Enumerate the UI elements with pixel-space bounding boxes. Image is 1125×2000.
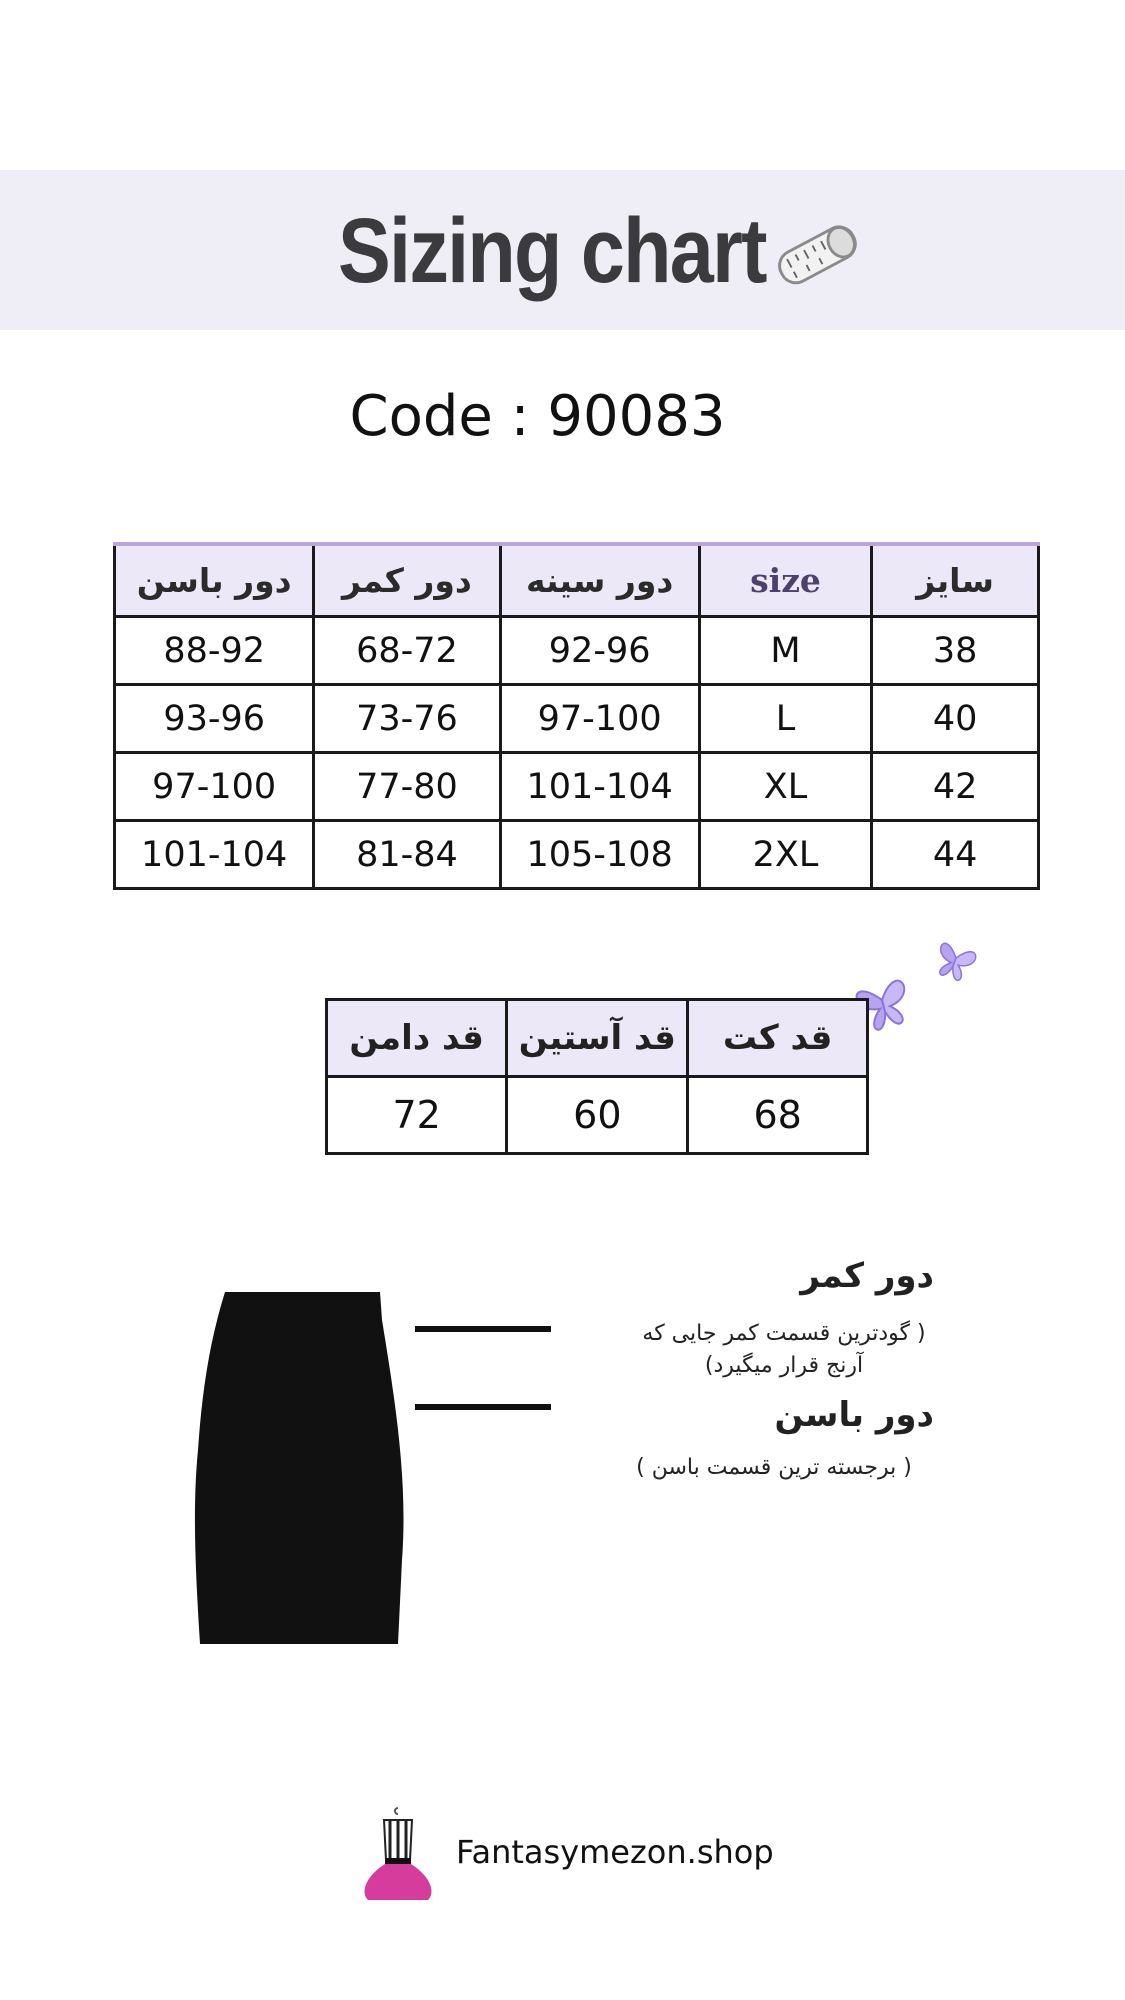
table-cell: 81-84 bbox=[314, 821, 500, 889]
skirt-length-header: قد دامن bbox=[327, 1000, 507, 1077]
table-cell: 92-96 bbox=[500, 617, 699, 685]
table-cell: 101-104 bbox=[500, 753, 699, 821]
waist-header: دور کمر bbox=[314, 544, 500, 617]
table-row bbox=[115, 821, 1039, 889]
sleeve-length-header: قد آستین bbox=[507, 1000, 688, 1077]
page-title: Sizing chart bbox=[338, 200, 766, 302]
table-cell: 40 bbox=[872, 685, 1039, 753]
table-cell: 38 bbox=[872, 617, 1039, 685]
dress-logo-icon bbox=[360, 1806, 436, 1906]
measuring-tape-icon bbox=[768, 206, 866, 302]
table-cell: 42 bbox=[872, 753, 1039, 821]
table-cell: 93-96 bbox=[115, 685, 314, 753]
hip-header: دور باسن bbox=[115, 544, 314, 617]
table-cell: 105-108 bbox=[500, 821, 699, 889]
table-row bbox=[115, 617, 1039, 685]
code-value: 90083 bbox=[547, 384, 726, 449]
size-table-header-row bbox=[115, 544, 1039, 617]
length-table-header-row bbox=[327, 1000, 868, 1077]
hip-note: ( برجسته ترین قسمت باسن ) bbox=[636, 1455, 912, 1480]
table-cell: 88-92 bbox=[115, 617, 314, 685]
code-label: Code : bbox=[349, 384, 530, 449]
size-table bbox=[113, 542, 1040, 890]
table-row bbox=[327, 1077, 868, 1154]
table-cell: 2XL bbox=[699, 821, 872, 889]
table-cell: 68-72 bbox=[314, 617, 500, 685]
table-cell: 97-100 bbox=[115, 753, 314, 821]
table-row bbox=[115, 753, 1039, 821]
table-cell: M bbox=[699, 617, 872, 685]
hip-label: دور باسن bbox=[774, 1395, 934, 1435]
length-table bbox=[325, 998, 869, 1155]
table-cell: 77-80 bbox=[314, 753, 500, 821]
table-cell: 101-104 bbox=[115, 821, 314, 889]
sleeve-length-value: 60 bbox=[507, 1077, 688, 1154]
waist-measure-line bbox=[415, 1326, 551, 1332]
footer-site: Fantasymezon.shop bbox=[456, 1833, 774, 1871]
pencil-skirt-illustration bbox=[190, 1290, 415, 1645]
product-code bbox=[0, 384, 1075, 449]
table-cell: XL bbox=[699, 753, 872, 821]
size-header-fa: سایز bbox=[872, 544, 1039, 617]
chest-header: دور سینه bbox=[500, 544, 699, 617]
table-row bbox=[115, 685, 1039, 753]
table-cell: 73-76 bbox=[314, 685, 500, 753]
jacket-length-value: 68 bbox=[688, 1077, 868, 1154]
table-cell: 97-100 bbox=[500, 685, 699, 753]
waist-note: ( گودترین قسمت کمر جایی که آرنج قرار میگیرد) bbox=[642, 1321, 926, 1378]
skirt-length-value: 72 bbox=[327, 1077, 507, 1154]
jacket-length-header: قد کت bbox=[688, 1000, 868, 1077]
waist-label: دور کمر bbox=[800, 1256, 934, 1296]
table-cell: L bbox=[699, 685, 872, 753]
size-header-en: size bbox=[699, 544, 872, 617]
table-cell: 44 bbox=[872, 821, 1039, 889]
hip-measure-line bbox=[415, 1404, 551, 1410]
